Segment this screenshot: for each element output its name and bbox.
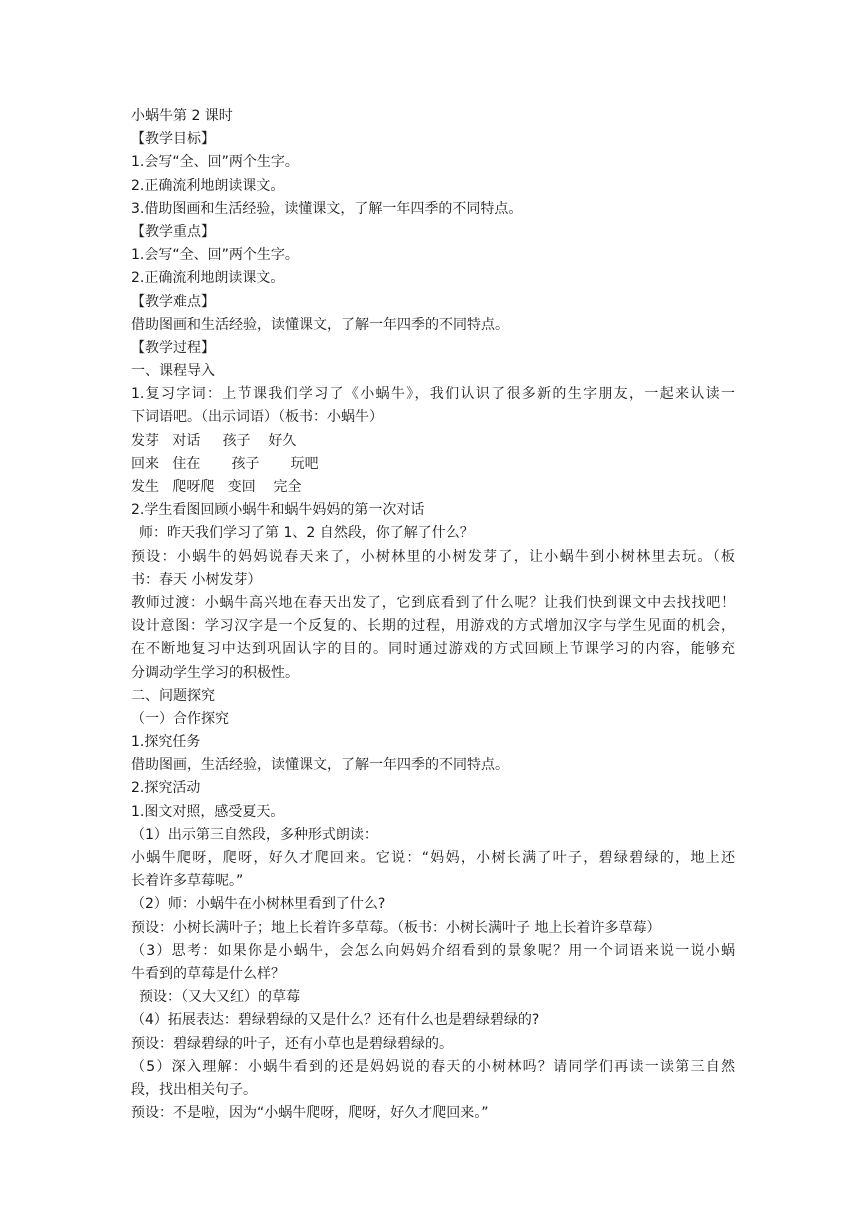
- paragraph-line: 书：春天 小树发芽）: [131, 571, 262, 588]
- activity-heading: 2.探究活动: [131, 780, 201, 797]
- heading-difficulties: 【教学难点】: [131, 293, 215, 310]
- step-line: （4）拓展表达：碧绿碧绿的又是什么？还有什么也是碧绿碧绿的?: [131, 1012, 540, 1029]
- key-point-item: 1.会写“全、回”两个生字。: [131, 247, 299, 264]
- step-line: 段，找出相关句子。: [131, 1081, 257, 1098]
- heading-objectives: 【教学目标】: [131, 131, 215, 148]
- step-line: （3）思考：如果你是小蜗牛，会怎么向妈妈介绍看到的景象呢？用一个词语来说一说小蜗: [131, 942, 735, 959]
- objective-item: 2.正确流利地朗读课文。: [131, 177, 285, 194]
- paragraph-line: 1.图文对照，感受夏天。: [131, 803, 285, 820]
- word-row: 回来 住在 孩子 玩吧: [131, 455, 319, 472]
- objective-item: 3.借助图画和生活经验，读懂课文，了解一年四季的不同特点。: [131, 200, 523, 217]
- section-heading: 二、问题探究: [131, 687, 215, 704]
- paragraph-line: 在不断地复习中达到巩固认字的目的。同时通过游戏的方式回顾上节课学习的内容，能够充: [131, 641, 735, 658]
- paragraph-line: 预设：（又大又红）的草莓: [139, 989, 300, 1006]
- step-line: （5）深入理解：小蜗牛看到的还是妈妈说的春天的小树林吗？请同学们再读一读第三自然: [131, 1058, 735, 1075]
- paragraph-line: 2.学生看图回顾小蜗牛和蜗牛妈妈的第一次对话: [131, 502, 425, 519]
- paragraph-line: 预设：碧绿碧绿的叶子，还有小草也是碧绿碧绿的。: [131, 1035, 453, 1052]
- step-line: （1）出示第三自然段，多种形式朗读：: [131, 826, 378, 843]
- teacher-question: 师：昨天我们学习了第 1、2 自然段，你了解了什么？: [139, 525, 474, 542]
- document-page: [131, 105, 735, 1125]
- task-heading: 1.探究任务: [131, 734, 201, 751]
- paragraph-line: 分调动学生学习的积极性。: [131, 664, 299, 681]
- heading-key-points: 【教学重点】: [131, 223, 215, 240]
- difficulty-item: 借助图画和生活经验，读懂课文，了解一年四季的不同特点。: [131, 316, 509, 333]
- step-line: （2）师：小蜗牛在小树林里看到了什么?: [131, 896, 386, 913]
- document-title: 小蜗牛第 2 课时: [131, 108, 233, 124]
- paragraph-line: 设计意图：学习汉字是一个反复的、长期的过程，用游戏的方式增加汉字与学生见面的机会，: [131, 618, 735, 635]
- objective-item: 1.会写“全、回”两个生字。: [131, 154, 299, 171]
- subsection-heading: （一）合作探究: [131, 710, 229, 727]
- paragraph-line: 教师过渡：小蜗牛高兴地在春天出发了，它到底看到了什么呢？让我们快到课文中去找找吧！: [131, 594, 735, 611]
- paragraph-line: 预设：小蜗牛的妈妈说春天来了，小树林里的小树发芽了，让小蜗牛到小树林里去玩。（板: [131, 548, 735, 565]
- paragraph-line: 1.复习字词：上节课我们学习了《小蜗牛》，我们认识了很多新的生字朋友，一起来认读一: [131, 386, 735, 403]
- paragraph-line: 借助图画，生活经验，读懂课文，了解一年四季的不同特点。: [131, 757, 509, 774]
- heading-process: 【教学过程】: [131, 339, 215, 356]
- step-line: 牛看到的草莓是什么样？: [131, 965, 285, 982]
- word-row: 发生 爬呀爬 变回 完全: [131, 479, 302, 495]
- word-row: 发芽 对话 孩子 好久: [131, 432, 297, 449]
- paragraph-line: 预设：不是啦，因为“小蜗牛爬呀，爬呀，好久才爬回来。”: [131, 1105, 489, 1122]
- key-point-item: 2.正确流利地朗读课文。: [131, 270, 285, 287]
- paragraph-line: 下词语吧。（出示词语）（板书：小蜗牛）: [131, 409, 383, 426]
- quote-line: 小蜗牛爬呀，爬呀，好久才爬回来。它说：“妈妈，小树长满了叶子，碧绿碧绿的，地上还: [131, 850, 735, 866]
- section-heading: 一、课程导入: [131, 363, 215, 380]
- quote-line: 长着许多草莓呢。”: [131, 873, 244, 890]
- paragraph-line: 预设：小树长满叶子；地上长着许多草莓。（板书：小树长满叶子 地上长着许多草莓）: [131, 919, 661, 936]
